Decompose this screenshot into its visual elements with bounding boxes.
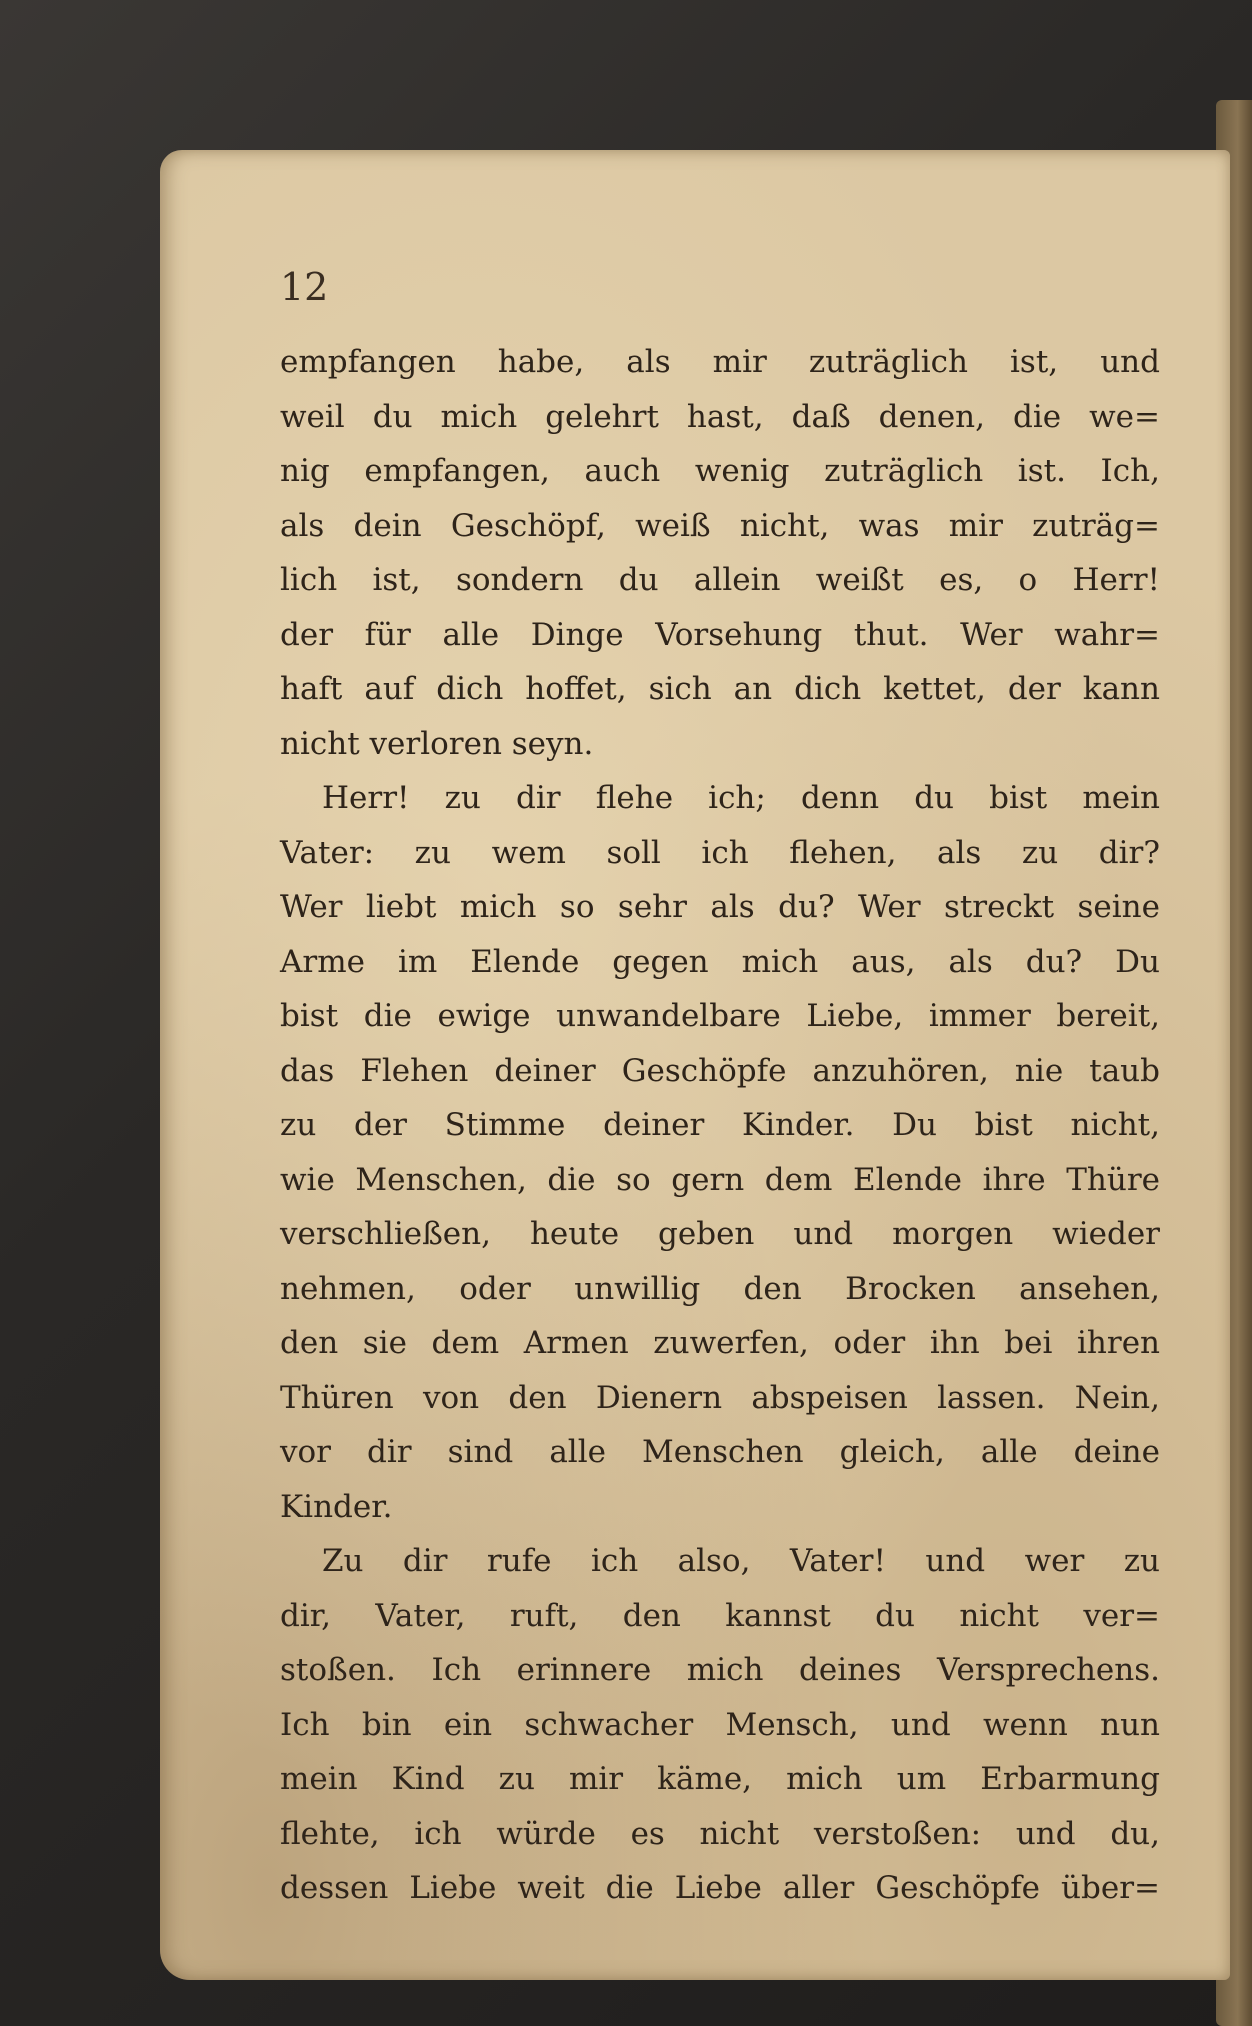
page-number: 12 — [280, 265, 329, 309]
text-line: Kinder. — [280, 1488, 393, 1525]
text-line: Arme im Elende gegen mich aus, als du? Du — [280, 943, 1160, 980]
text-line: haft auf dich hoffet, sich an dich kettet, der kann — [280, 671, 1160, 707]
text-line: nehmen, oder unwillig den Brocken ansehen, — [280, 1270, 1160, 1307]
text-line: nig empfangen, auch wenig zuträglich ist. Ich, — [280, 453, 1160, 489]
text-line: Herr! zu dir flehe ich; denn du bist mein — [322, 780, 1160, 816]
text-line: bist die ewige unwandelbare Liebe, immer bereit, — [280, 998, 1160, 1034]
text-line: dir, Vater, ruft, den kannst du nicht ver= — [280, 1597, 1160, 1634]
text-line: Vater: zu wem soll ich flehen, als zu dir? — [280, 834, 1160, 871]
text-line: Thüren von den Dienern abspeisen lassen. Nein, — [280, 1379, 1160, 1416]
text-line: nicht verloren seyn. — [280, 725, 594, 762]
text-line: dessen Liebe weit die Liebe aller Geschöpfe über= — [280, 1870, 1160, 1906]
text-line: der für alle Dinge Vorsehung thut. Wer wahr= — [280, 616, 1160, 653]
text-line: als dein Geschöpf, weiß nicht, was mir zuträg= — [280, 507, 1160, 544]
text-line: Ich bin ein schwacher Mensch, und wenn nun — [280, 1706, 1160, 1743]
text-line: empfangen habe, als mir zuträglich ist, und — [280, 344, 1160, 380]
text-line: vor dir sind alle Menschen gleich, alle deine — [280, 1434, 1160, 1470]
text-line: zu der Stimme deiner Kinder. Du bist nicht, — [280, 1107, 1160, 1143]
text-line: das Flehen deiner Geschöpfe anzuhören, nie taub — [280, 1052, 1160, 1089]
text-line: den sie dem Armen zuwerfen, oder ihn bei ihren — [280, 1325, 1160, 1361]
book-page — [160, 150, 1230, 1980]
text-line: stoßen. Ich erinnere mich deines Versprechens. — [280, 1652, 1160, 1688]
text-line: weil du mich gelehrt hast, daß denen, die we= — [280, 398, 1160, 435]
body-text — [280, 335, 1160, 1916]
text-line: Wer liebt mich so sehr als du? Wer streckt seine — [280, 889, 1160, 925]
text-line: mein Kind zu mir käme, mich um Erbarmung — [280, 1761, 1160, 1797]
text-line: wie Menschen, die so gern dem Elende ihre Thüre — [280, 1161, 1160, 1198]
text-line: lich ist, sondern du allein weißt es, o Herr! — [280, 562, 1160, 598]
text-line: flehte, ich würde es nicht verstoßen: und du, — [280, 1815, 1160, 1852]
text-line: verschließen, heute geben und morgen wieder — [280, 1216, 1160, 1252]
text-line: Zu dir rufe ich also, Vater! und wer zu — [322, 1543, 1160, 1579]
